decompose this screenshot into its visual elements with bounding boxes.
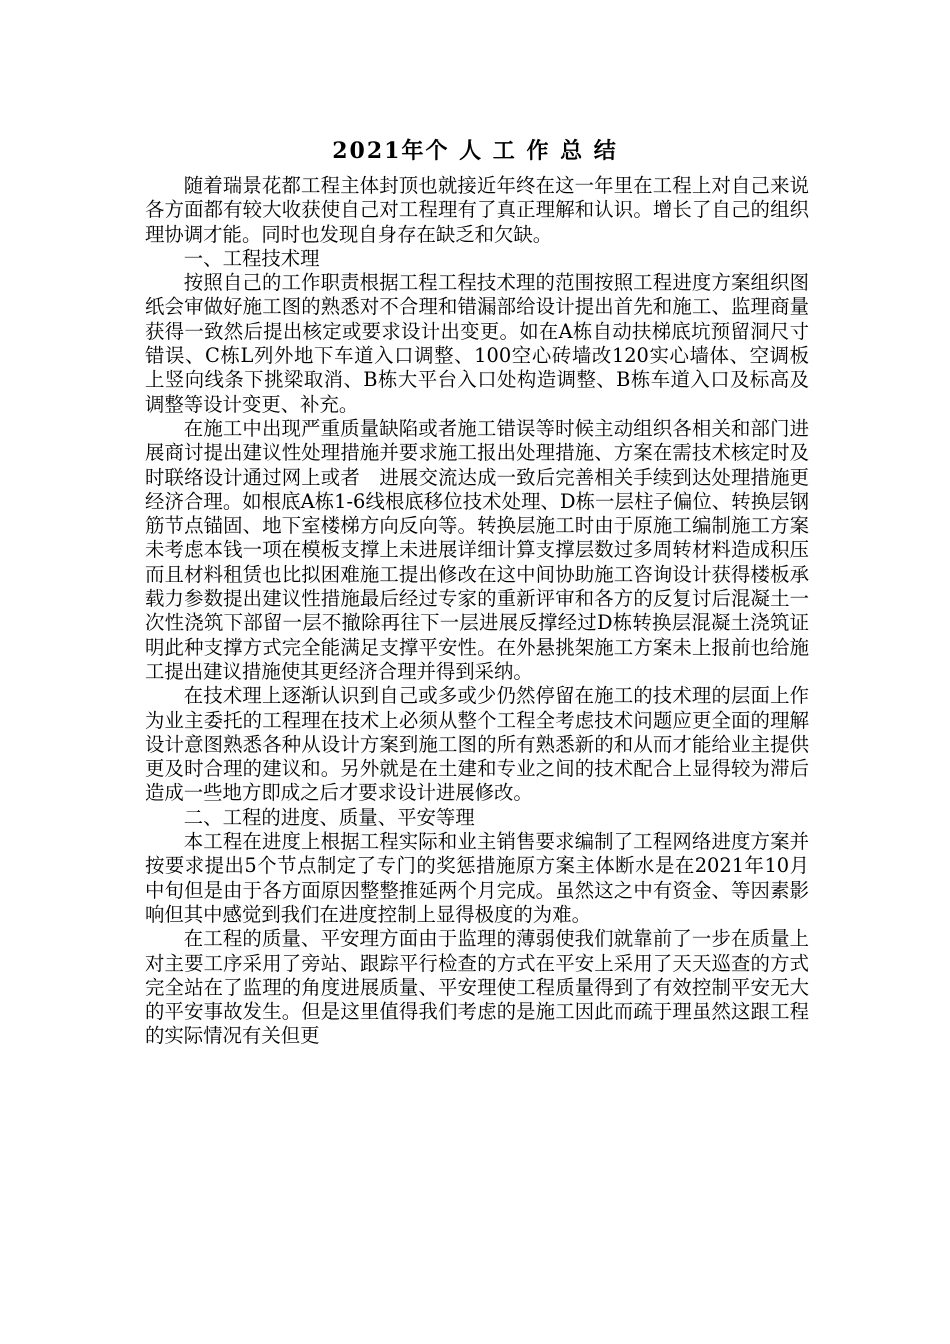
paragraph-technical-duties: 按照自己的工作职责根据工程工程技术理的范围按照工程进度方案组织图纸会审做好施工图的熟悉对不合理和错漏部给设计提出首先和施工、监理商量获得一致然后提出核定或要求设计出变更。如在A栋自动扶梯底坑预留洞尺寸错误、C栋L列外地下车道入口调整、100空心砖墙改120实心墙体、空调板上竖向线条下挑梁取消、B栋大平台入口处构造调整、B栋车道入口及标高及调整等设计变更、补充。	[145, 271, 809, 416]
section-heading-technical: 一、工程技术理	[183, 246, 320, 270]
paragraph-intro: 随着瑞景花都工程主体封顶也就接近年终在这一年里在工程上对自己来说各方面都有较大收获使自己对工程理有了真正理解和认识。增长了自己的组织理协调才能。同时也发现自身存在缺乏和欠缺。	[145, 174, 809, 246]
paragraph-technical-reflection: 在技术理上逐渐认识到自己或多或少仍然停留在施工的技术理的层面上作为业主委托的工程理在技术上必须从整个工程全考虑技术问题应更全面的理解设计意图熟悉各种从设计方案到施工图的所有熟悉新的和从而才能给业主提供更及时合理的建议和。另外就是在土建和专业之间的技术配合上显得较为滞后造成一些地方即成之后才要求设计进展修改。	[145, 684, 809, 805]
document-body	[145, 174, 809, 1049]
section-heading-progress: 二、工程的进度、质量、平安等理	[183, 805, 475, 829]
paragraph-progress: 本工程在进度上根据工程实际和业主销售要求编制了工程网络进度方案并按要求提出5个节点制定了专门的奖惩措施原方案主体断水是在2021年10月中旬但是由于各方面原因整整推延两个月完成。虽然这之中有资金、等因素影响但其中感觉到我们在进度控制上显得极度的为难。	[145, 830, 809, 926]
document-title: 2021年个 人 工 作 总 结	[332, 138, 618, 164]
paragraph-quality-defects: 在施工中出现严重质量缺陷或者施工错误等时候主动组织各相关和部门进展商讨提出建议性处理措施并要求施工报出处理措施、方案在需技术核定时及时联络设计通过网上或者 进展交流达成一致后完善相关手续到达处理措施更经济合理。如根底A栋1-6线根底移位技术处理、D栋一层柱子偏位、转换层钢筋节点锚固、地下室楼梯方向反向等。转换层施工时由于原施工编制施工方案未考虑本钱一项在模板支撑上未进展详细计算支撑层数过多周转材料造成积压而且材料租赁也比拟困难施工提出修改在这中间协助施工咨询设计获得楼板承载力参数提出建议性措施最后经过专家的重新评审和各方的反复讨后混凝土一次性浇筑下部留一层不撤除再往下一层进展反撑经过D栋转换层混凝土浇筑证明此种支撑方式完全能满足支撑平安性。在外悬挑架施工方案未上报前也给施工提出建议措施使其更经济合理并得到采纳。	[145, 416, 809, 683]
paragraph-quality-safety: 在工程的质量、平安理方面由于监理的薄弱使我们就靠前了一步在质量上对主要工序采用了旁站、跟踪平行检查的方式在平安上采用了天天巡查的方式完全站在了监理的角度进展质量、平安理使工程质量得到了有效控制平安无大的平安事故发生。但是这里值得我们考虑的是施工因此而疏于理虽然这跟工程的实际情况有关但更	[145, 927, 809, 1048]
